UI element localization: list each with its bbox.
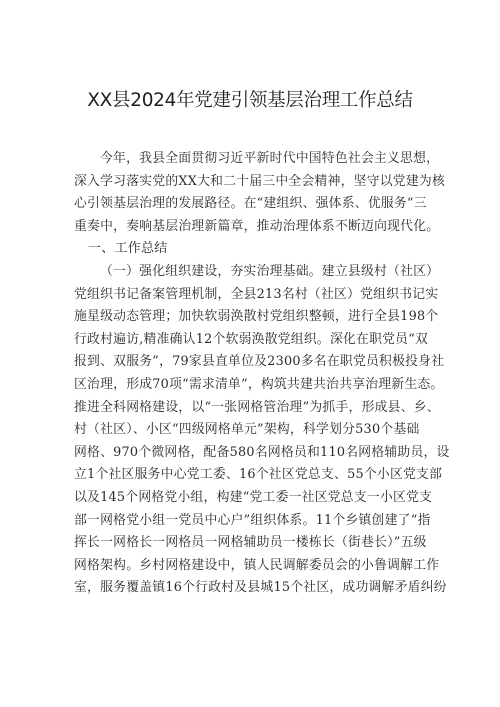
paragraph-line: 深入学习落实党的XX大和二十届三中全会精神，坚守以党建为核 <box>74 173 445 189</box>
paragraph-line: 今年，我县全面贯彻习近平新时代中国特色社会主义思想， <box>100 151 440 166</box>
paragraph-line: 挥长一网格长一网格员一网格辅助员一楼栋长（街巷长）”五级 <box>74 535 427 551</box>
paragraph-line: 村（社区）、小区“四级网格单元”架构，科学划分530个基础 <box>74 422 420 438</box>
paragraph-line: 行政村遍访,精准确认12个软弱涣散党组织。深化在职党员“双 <box>74 331 429 347</box>
paragraph-line: 立1个社区服务中心党工委、16个社区党总支、55个小区党支部 <box>74 467 443 483</box>
paragraph-line: （一）强化组织建设，夯实治理基础。建立县级村（社区） <box>100 263 440 279</box>
document-title: XX县2024年党建引领基层治理工作总结 <box>87 90 413 111</box>
paragraph-line: 心引领基层治理的发展路径。在“建组织、强体系、优服务”三 <box>74 196 427 212</box>
document-body <box>74 148 450 600</box>
paragraph-line: 推进全科网格建设，以“一张网格管治理”为抓手，形成县、乡、 <box>74 399 440 415</box>
paragraph-line: 施星级动态管理；加快软弱涣散村党组织整顿，进行全县198个 <box>74 309 439 325</box>
paragraph-line: 区治理，形成70项“需求清单”，构筑共建共治共享治理新生态。 <box>74 376 444 392</box>
paragraph-line: 报到、双服务”，79家县直单位及2300多名在职党员积极投身社 <box>74 354 445 370</box>
paragraph-line: 网格架构。乡村网格建设中，镇人民调解委员会的小鲁调解工作 <box>74 557 440 573</box>
paragraph-line: 网格、970个微网格，配备580名网格员和110名网格辅助员，设 <box>74 444 450 460</box>
paragraph-line: 党组织书记备案管理机制，全县213名村（社区）党组织书记实 <box>74 286 439 302</box>
paragraph-line: 部一网格党小组一党员中心户”组织体系。11个乡镇创建了“指 <box>74 512 431 528</box>
paragraph-line: 以及145个网格党小组，构建“党工委一社区党总支一小区党支 <box>74 489 433 505</box>
section-heading: 一、工作总结 <box>88 241 168 257</box>
paragraph-line: 室，服务覆盖镇16个行政村及县城15个社区，成功调解矛盾纠纷 <box>74 580 447 596</box>
paragraph-line: 重奏中，奏响基层治理新篇章，推动治理体系不断迈向现代化。 <box>74 218 440 234</box>
